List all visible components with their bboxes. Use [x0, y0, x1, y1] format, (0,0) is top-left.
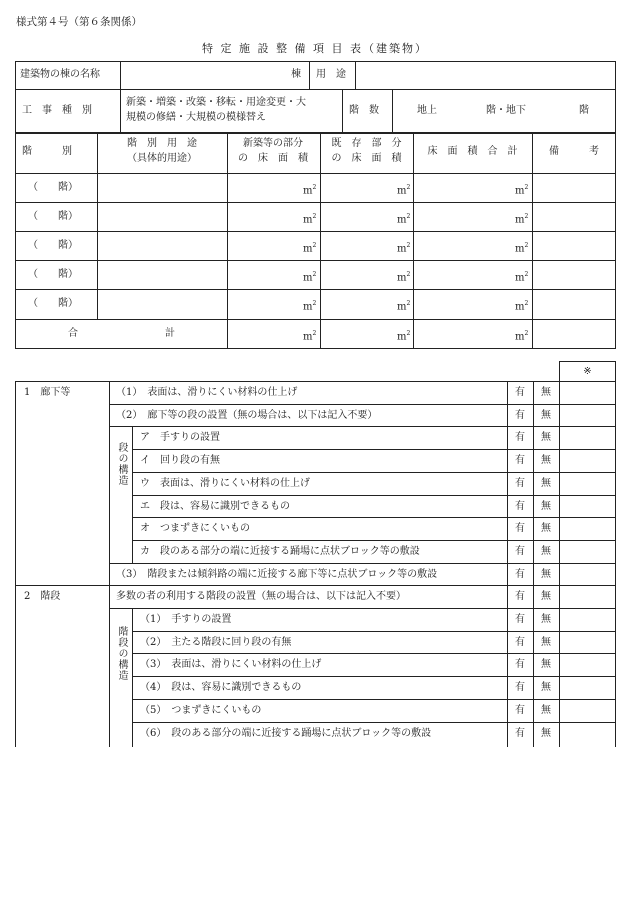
checklist-item-text: （4） 段は、容易に識別できるもの: [140, 682, 302, 694]
area-unit: [397, 181, 410, 197]
area-unit-m: m: [397, 301, 407, 313]
area-unit-sup: 2: [406, 184, 411, 191]
checklist-item-text: （6） 段のある部分の端に近接する踊場に点状ブロック等の敷設: [140, 727, 432, 739]
check-mark-field[interactable]: [561, 406, 613, 425]
col-header-existing-1: 既 存 部 分: [331, 138, 402, 149]
checklist-item-text: （5） つまずきにくいもの: [140, 704, 262, 716]
floor-use-field[interactable]: [99, 175, 225, 200]
work-type-option-line2[interactable]: 規模の修繕・大規模の模様替え: [126, 112, 266, 123]
area-unit: [515, 181, 528, 197]
option-no[interactable]: 無: [541, 455, 551, 467]
area-unit: [397, 297, 410, 313]
option-yes[interactable]: 有: [515, 614, 525, 625]
checklist-item-text: ウ 表面は、滑りにくい材料の仕上げ: [140, 477, 310, 489]
check-mark-field[interactable]: [561, 610, 613, 629]
area-unit-sup: 2: [312, 300, 317, 307]
col-header-existing-2: の 床 面 積: [331, 153, 402, 164]
floor-row-label[interactable]: （ 階）: [28, 298, 78, 309]
work-type-option-line1[interactable]: 新築・増築・改築・移転・用途変更・大: [126, 97, 306, 108]
area-unit: [303, 210, 316, 226]
checklist-mark: ※: [583, 366, 592, 377]
area-unit-m: m: [397, 243, 407, 255]
col-header-new-1: 新築等の部分: [243, 138, 303, 149]
above-ground-label: 地上: [417, 105, 437, 116]
checklist-item-text: オ つまずきにくいもの: [140, 523, 250, 535]
area-unit-sup: 2: [312, 213, 317, 220]
check-mark-field[interactable]: [561, 678, 613, 697]
option-no[interactable]: 無: [541, 636, 551, 648]
area-unit: [303, 268, 316, 284]
option-no[interactable]: 無: [541, 477, 551, 489]
area-unit-m: m: [303, 301, 313, 313]
total-area-unit: [397, 327, 410, 343]
option-no[interactable]: 無: [541, 704, 551, 716]
floor-row-label[interactable]: （ 階）: [28, 240, 78, 251]
total-area-unit: [515, 327, 528, 343]
wing-label: 棟: [291, 69, 301, 80]
basement-label: 階・地下: [486, 105, 526, 116]
checklist-item-text: （3） 表面は、滑りにくい材料の仕上げ: [140, 659, 322, 671]
area-unit-sup: 2: [312, 242, 317, 249]
checklist-item-text: （2） 主たる階段に回り段の有無: [140, 636, 292, 648]
checklist-item-text: （3） 階段または傾斜路の端に近接する廊下等に点状ブロック等の敷設: [116, 568, 438, 580]
area-unit-sup: 2: [312, 184, 317, 191]
option-no[interactable]: 無: [541, 614, 551, 625]
area-unit-sup: 2: [312, 330, 317, 337]
section-title-stairs: 2 階段: [24, 591, 61, 603]
option-yes[interactable]: 有: [515, 500, 525, 512]
total-label-right: 計: [165, 328, 175, 339]
option-yes[interactable]: 有: [515, 704, 525, 716]
area-unit: [303, 297, 316, 313]
area-unit-m: m: [397, 185, 407, 197]
total-area-unit: [303, 327, 316, 343]
area-unit: [397, 268, 410, 284]
page-title: 特 定 施 設 整 備 項 目 表（建築物）: [202, 42, 428, 55]
use-label: 用 途: [316, 69, 346, 80]
option-no[interactable]: 無: [541, 591, 551, 603]
check-mark-field[interactable]: [561, 587, 613, 606]
area-unit-m: m: [303, 214, 313, 226]
area-unit-m: m: [515, 331, 525, 343]
area-unit-m: m: [515, 272, 525, 284]
checklist-item-text: エ 段は、容易に識別できるもの: [140, 500, 290, 512]
area-unit-sup: 2: [406, 330, 411, 337]
option-yes[interactable]: 有: [515, 568, 525, 580]
floor-use-field[interactable]: [99, 204, 225, 229]
check-mark-field[interactable]: [561, 519, 613, 538]
option-yes[interactable]: 有: [515, 477, 525, 489]
check-mark-field[interactable]: [561, 633, 613, 652]
option-no[interactable]: 無: [541, 387, 551, 398]
option-no[interactable]: 無: [541, 659, 551, 671]
stair-structure-label: 階段の構造: [116, 626, 127, 681]
checklist-item-text: （1） 表面は、滑りにくい材料の仕上げ: [116, 387, 298, 398]
check-mark-field[interactable]: [561, 542, 613, 561]
floor-row-label[interactable]: （ 階）: [28, 269, 78, 280]
option-no[interactable]: 無: [541, 568, 551, 580]
floor-row-label[interactable]: （ 階）: [28, 211, 78, 222]
area-unit-m: m: [397, 272, 407, 284]
check-mark-field[interactable]: [561, 701, 613, 720]
check-mark-field[interactable]: [561, 383, 613, 402]
checklist-item-text: ア 手すりの設置: [140, 432, 220, 444]
work-type-label: 工 事 種 別: [22, 105, 92, 116]
total-label-left: 合: [68, 328, 78, 339]
checklist-item-text: （2） 廊下等の段の設置（無の場合は、以下は記入不要）: [116, 409, 378, 421]
area-unit-m: m: [515, 185, 525, 197]
area-unit: [515, 210, 528, 226]
col-header-use-2: （具体的用途）: [127, 153, 197, 164]
area-unit-m: m: [303, 185, 313, 197]
use-field[interactable]: [357, 63, 613, 87]
area-unit-sup: 2: [524, 213, 529, 220]
checklist-item-text: 多数の者の利用する階段の設置（無の場合は、以下は記入不要）: [116, 591, 406, 603]
area-unit-sup: 2: [406, 213, 411, 220]
option-no[interactable]: 無: [541, 682, 551, 694]
checklist-item-text: （1） 手すりの設置: [140, 614, 232, 625]
check-mark-field[interactable]: [561, 724, 613, 743]
area-unit: [303, 239, 316, 255]
section-title-corridor: 1 廊下等: [24, 387, 71, 398]
option-no[interactable]: 無: [541, 727, 551, 739]
floors-label: 階 数: [349, 105, 379, 116]
area-unit-m: m: [397, 214, 407, 226]
option-yes[interactable]: 有: [515, 523, 525, 535]
area-unit: [515, 239, 528, 255]
area-unit-m: m: [303, 243, 313, 255]
check-mark-field[interactable]: [561, 474, 613, 493]
col-header-new-2: の 床 面 積: [238, 153, 308, 164]
area-unit-sup: 2: [524, 271, 529, 278]
area-unit-m: m: [303, 272, 313, 284]
area-unit-sup: 2: [524, 184, 529, 191]
option-no[interactable]: 無: [541, 545, 551, 557]
option-no[interactable]: 無: [541, 523, 551, 535]
building-name-field[interactable]: [122, 63, 290, 87]
option-yes[interactable]: 有: [515, 636, 525, 648]
area-unit: [515, 268, 528, 284]
check-mark-field[interactable]: [561, 451, 613, 470]
option-yes[interactable]: 有: [515, 432, 525, 444]
area-unit-sup: 2: [406, 300, 411, 307]
form-label: 様式第４号（第６条関係）: [16, 16, 142, 28]
floor-use-field[interactable]: [99, 291, 225, 316]
area-unit: [397, 239, 410, 255]
checklist-item-text: カ 段のある部分の端に近接する踊場に点状ブロック等の敷設: [140, 545, 420, 557]
option-yes[interactable]: 有: [515, 659, 525, 671]
option-yes[interactable]: 有: [515, 682, 525, 694]
building-name-label: 建築物の棟の名称: [20, 69, 100, 80]
area-unit-m: m: [397, 331, 407, 343]
area-unit-sup: 2: [524, 242, 529, 249]
floor-use-field[interactable]: [99, 233, 225, 258]
option-yes[interactable]: 有: [515, 455, 525, 467]
area-unit-m: m: [515, 243, 525, 255]
area-unit-sup: 2: [312, 271, 317, 278]
check-mark-field[interactable]: [561, 655, 613, 674]
col-header-total: 床 面 積 合 計: [427, 146, 518, 157]
area-unit-m: m: [515, 301, 525, 313]
option-yes[interactable]: 有: [515, 409, 525, 421]
option-no[interactable]: 無: [541, 500, 551, 512]
check-mark-field[interactable]: [561, 428, 613, 447]
step-structure-label: 段の構造: [116, 442, 127, 486]
area-unit: [397, 210, 410, 226]
option-yes[interactable]: 有: [515, 591, 525, 603]
floor-use-field[interactable]: [99, 262, 225, 287]
checklist-item-text: イ 回り段の有無: [140, 455, 220, 467]
area-unit-m: m: [303, 331, 313, 343]
option-yes[interactable]: 有: [515, 545, 525, 557]
col-header-use-1: 階 別 用 途: [127, 138, 197, 149]
option-no[interactable]: 無: [541, 409, 551, 421]
col-header-floor: 階 別: [22, 146, 72, 157]
area-unit: [303, 181, 316, 197]
option-yes[interactable]: 有: [515, 387, 525, 398]
area-unit-sup: 2: [524, 330, 529, 337]
area-unit-m: m: [515, 214, 525, 226]
floor-row-label[interactable]: （ 階）: [28, 182, 78, 193]
check-mark-field[interactable]: [561, 497, 613, 516]
col-header-remarks: 備 考: [549, 146, 599, 157]
area-unit-sup: 2: [524, 300, 529, 307]
area-unit-sup: 2: [406, 271, 411, 278]
area-unit: [515, 297, 528, 313]
floor-suffix: 階: [579, 105, 589, 116]
option-no[interactable]: 無: [541, 432, 551, 444]
check-mark-field[interactable]: [561, 565, 613, 584]
option-yes[interactable]: 有: [515, 727, 525, 739]
area-unit-sup: 2: [406, 242, 411, 249]
